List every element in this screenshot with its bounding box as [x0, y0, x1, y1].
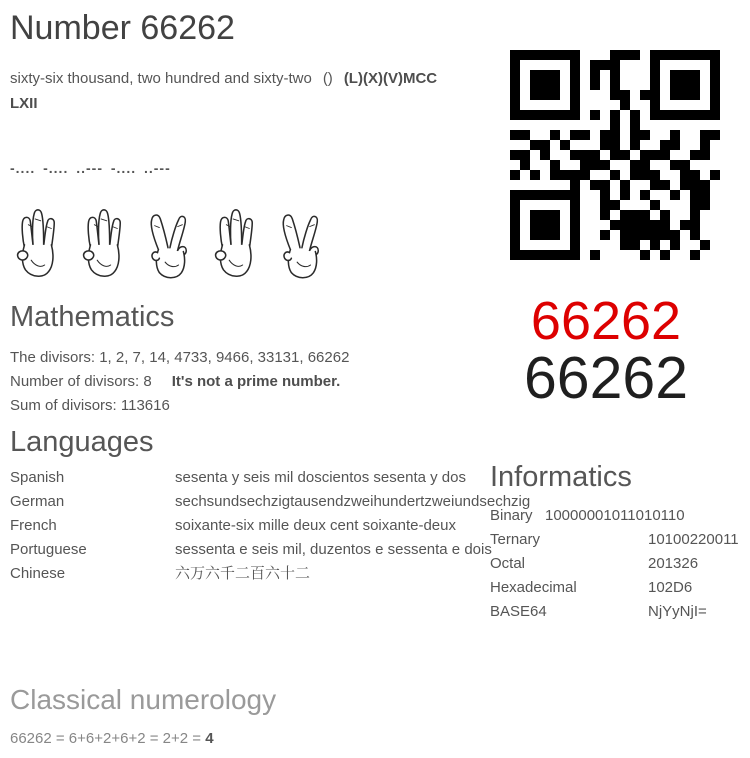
informatics-row-base64	[490, 600, 746, 624]
number-name-text: sixty-six thousand, two hundred and sixty-two	[10, 70, 312, 87]
language-label: Portuguese	[10, 541, 87, 558]
informatics-row-hexadecimal	[490, 576, 746, 600]
prime-note: It's not a prime number.	[171, 373, 341, 390]
informatics-value: 10000001011010110	[545, 507, 685, 524]
numerology-equation	[10, 728, 214, 750]
hand-sign-6-icon	[78, 200, 126, 282]
parentheses-text: ()	[322, 70, 333, 87]
informatics-table	[490, 504, 746, 624]
morse-code-text: -.... -.... ..--- -.... ..---	[10, 160, 171, 176]
mathematics-heading: Mathematics	[10, 301, 175, 333]
informatics-label: Octal	[490, 555, 526, 572]
language-label: Chinese	[10, 565, 66, 582]
language-label: French	[10, 517, 57, 534]
number-display-red: 66262	[530, 291, 682, 351]
language-value: 六万六千二百六十二	[175, 565, 311, 582]
hand-sign-6-icon	[210, 200, 258, 282]
informatics-row-ternary	[490, 528, 746, 552]
language-row-spanish	[10, 466, 530, 490]
sign-language-hands	[12, 200, 324, 282]
language-label: Spanish	[10, 469, 65, 486]
languages-heading: Languages	[10, 426, 154, 458]
languages-table	[10, 466, 530, 586]
sum-of-divisors-line: Sum of divisors: 113616	[10, 397, 170, 414]
hand-sign-2-icon	[144, 200, 192, 282]
informatics-value: 10100220011	[648, 531, 739, 548]
mathematics-facts	[10, 346, 490, 418]
language-row-german	[10, 490, 530, 514]
language-value: sechsundsechzigtausendzweihundertzweiundsechzig	[175, 493, 531, 510]
informatics-row-octal	[490, 552, 746, 576]
informatics-row-binary	[490, 504, 746, 528]
informatics-value: NjYyNjI=	[648, 603, 707, 620]
informatics-label: Hexadecimal	[490, 579, 577, 596]
equation-result: 4	[205, 730, 214, 747]
informatics-value: 201326	[648, 555, 699, 572]
page-title: Number 66262	[10, 9, 235, 47]
roman-numeral-line2: LXII	[10, 95, 38, 112]
informatics-value: 102D6	[648, 579, 693, 596]
informatics-label: BASE64	[490, 603, 547, 620]
divisors-line: The divisors: 1, 2, 7, 14, 4733, 9466, 33131, 66262	[10, 349, 350, 366]
language-value: sessenta e seis mil, duzentos e sessenta e dois	[175, 541, 492, 558]
divisor-count-line: Number of divisors: 8 It's not a prime number.	[10, 373, 341, 390]
language-value: sesenta y seis mil doscientos sesenta y dos	[175, 469, 466, 486]
informatics-label: Binary	[490, 507, 533, 524]
informatics-heading: Informatics	[490, 461, 632, 493]
language-value: soixante-six mille deux cent soixante-deux	[175, 517, 456, 534]
number-display-black: 66262	[523, 345, 689, 411]
language-row-french	[10, 514, 530, 538]
qr-code	[510, 50, 720, 260]
language-row-chinese	[10, 562, 530, 586]
equation-prefix: 66262 = 6+6+2+6+2 = 2+2 =	[10, 730, 206, 747]
hand-sign-2-icon	[276, 200, 324, 282]
hand-sign-6-icon	[12, 200, 60, 282]
language-label: German	[10, 493, 65, 510]
language-row-portuguese	[10, 538, 530, 562]
number-description	[10, 66, 482, 116]
roman-numeral-line1: (L)(X)(V)MCC	[343, 70, 438, 87]
informatics-label: Ternary	[490, 531, 541, 548]
numerology-heading: Classical numerology	[10, 684, 277, 715]
